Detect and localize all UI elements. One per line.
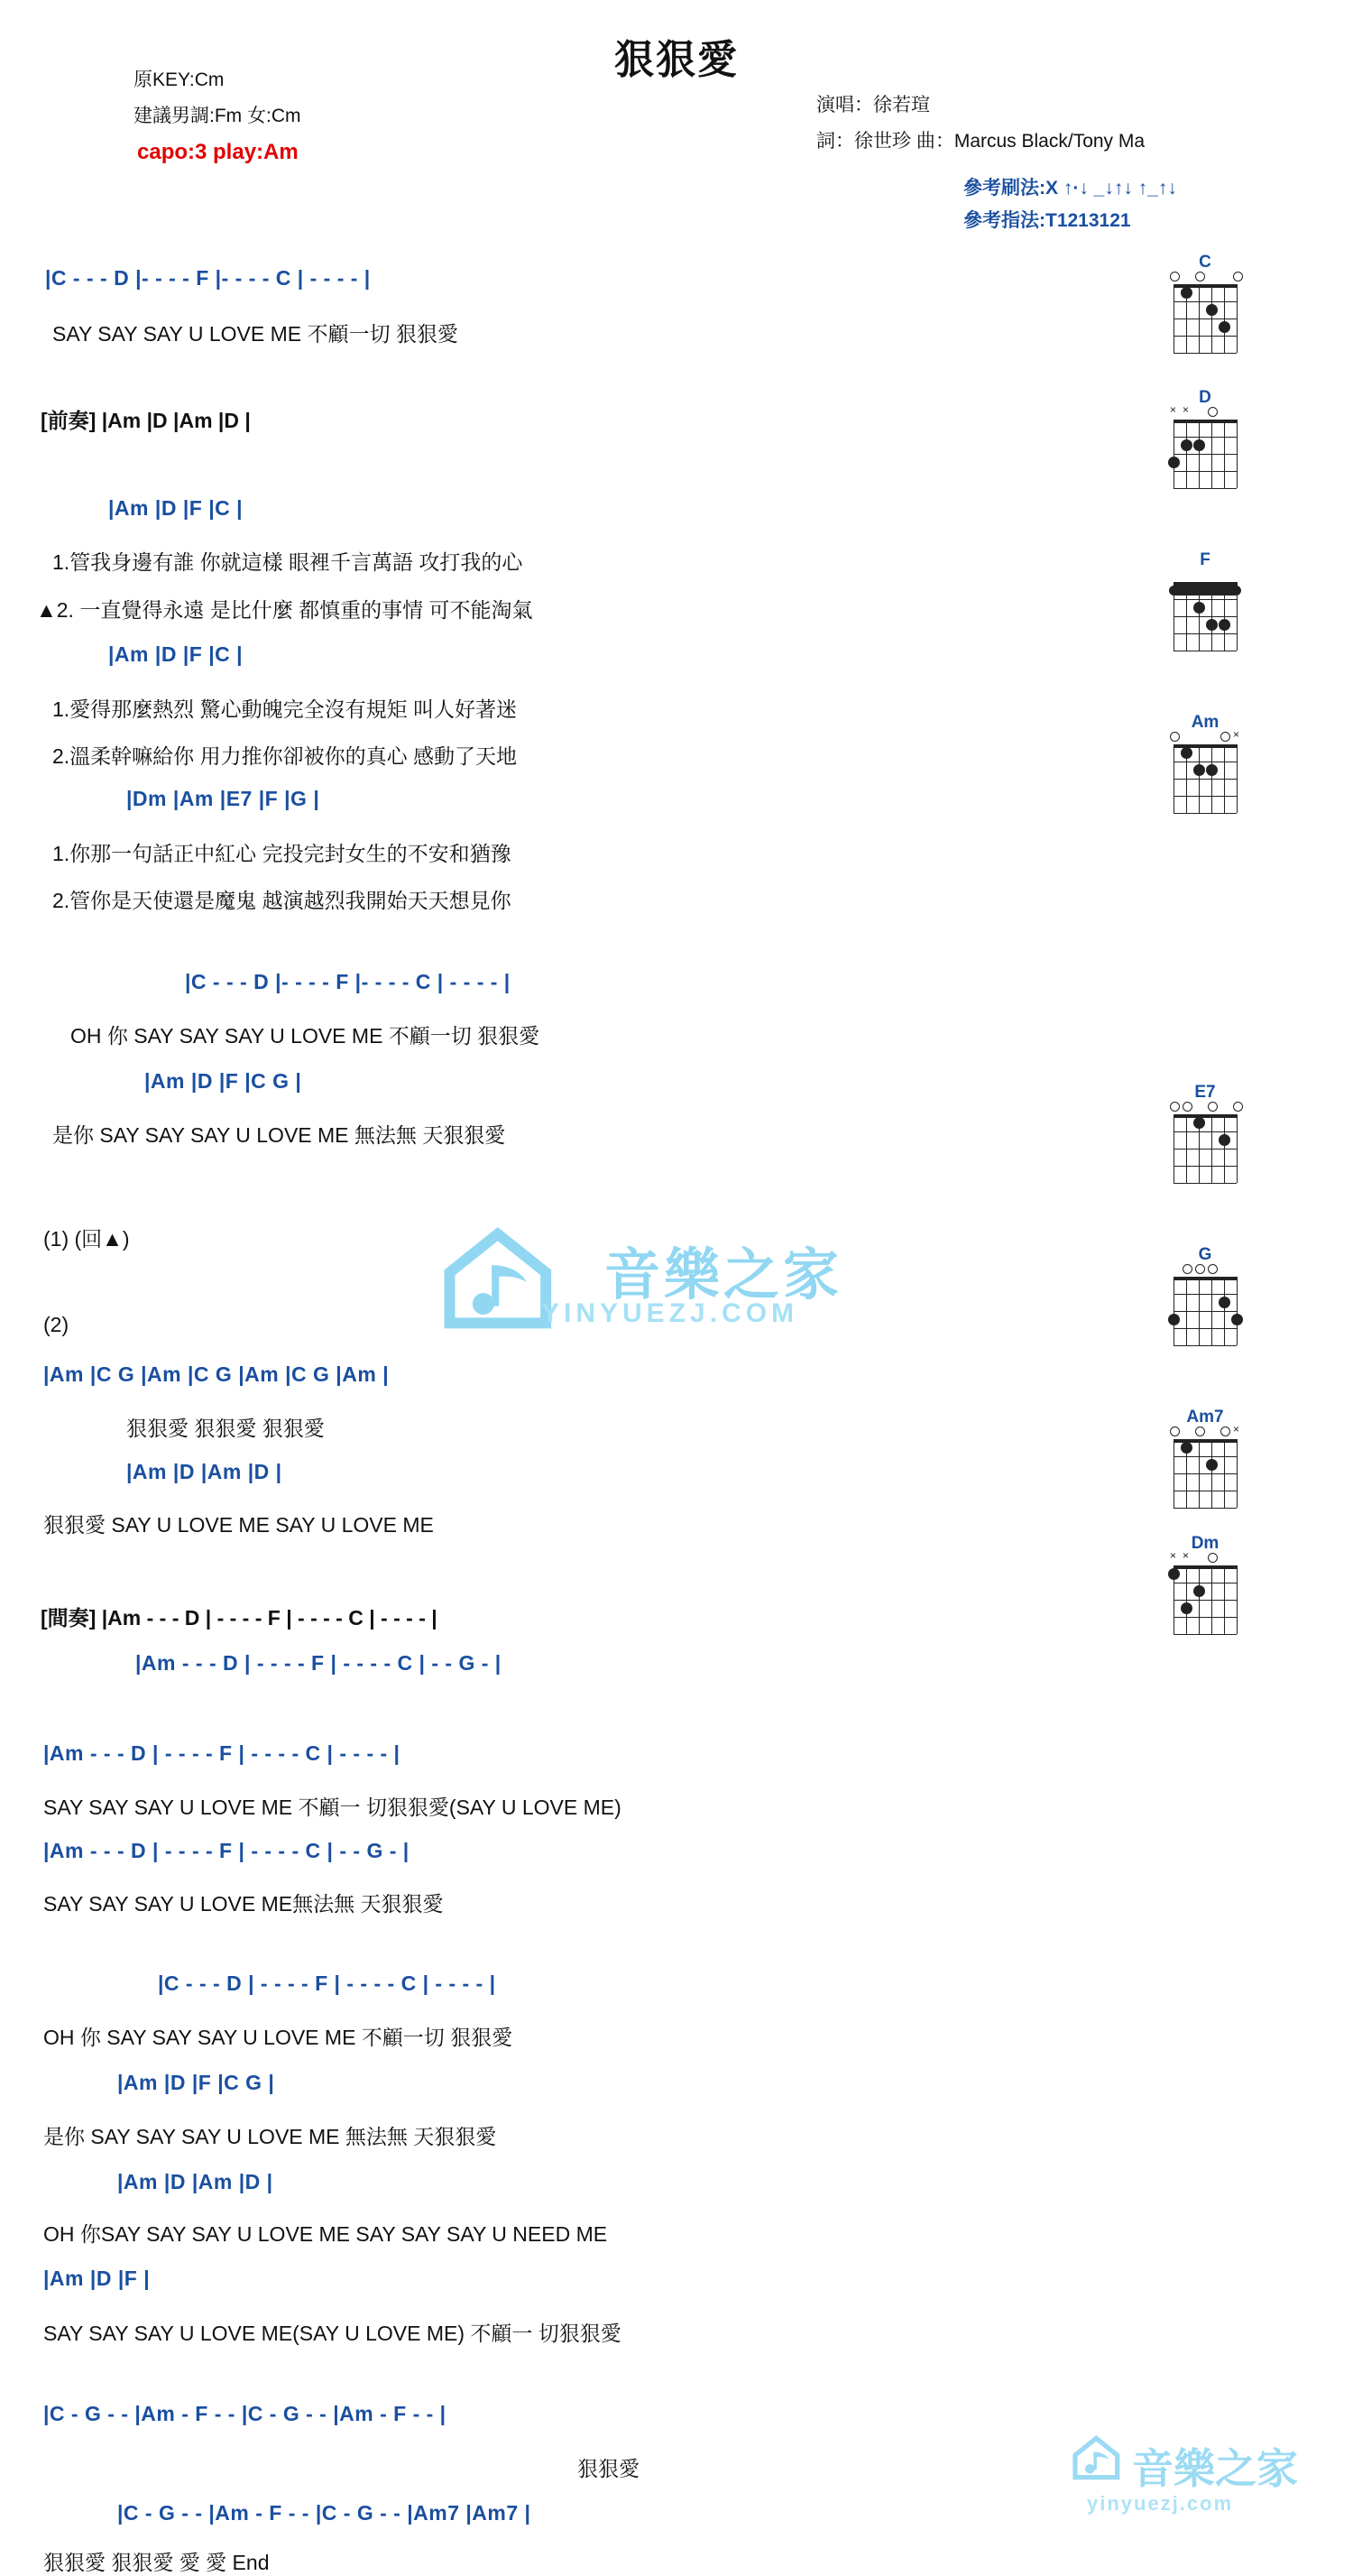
lyric-line: SAY SAY SAY U LOVE ME(SAY U LOVE ME) 不顧一 切狠狠愛 [43, 2322, 621, 2345]
key-suggestion: 建議男調:Fm 女:Cm [133, 106, 301, 126]
lyric-line: (2) [43, 1313, 69, 1336]
key-original: 原KEY:Cm [133, 69, 225, 90]
watermark-corner [1069, 2427, 1339, 2535]
chord-line: |Am |D |Am |D | [126, 1460, 282, 1483]
chord-fretboard: × [1166, 735, 1244, 818]
lyric-line: (1) (回▲) [43, 1227, 130, 1251]
chord-fretboard: × × [1166, 411, 1244, 494]
chord-diagram-name: Am7 [1186, 1408, 1224, 1426]
chord-fretboard [1166, 1268, 1244, 1351]
lyric-line: 是你 SAY SAY SAY U LOVE ME 無法無 天狠狠愛 [52, 1123, 506, 1147]
chord-line: |Am |D |Am |D | [117, 2170, 273, 2193]
chord-diagram [1164, 713, 1247, 818]
lyric-line: OH 你 SAY SAY SAY U LOVE ME 不顧一切 狠狠愛 [43, 2026, 513, 2049]
lyric-line: 是你 SAY SAY SAY U LOVE ME 無法無 天狠狠愛 [43, 2125, 497, 2148]
section-label: [前奏] |Am |D |Am |D | [41, 409, 251, 432]
section-label: [間奏] |Am - - - D | - - - - F | - - - - C | - - - - | [41, 1606, 437, 1630]
page-title: 狠狠愛 [614, 38, 739, 82]
chord-line: |C - G - - |Am - F - - |C - G - - |Am - F - - | [43, 2402, 446, 2425]
chord-line: |C - - - D | - - - - F | - - - - C | - - - - | [158, 1971, 496, 1995]
chord-line: |C - - - D |- - - - F |- - - - C | - - - - | [45, 266, 371, 290]
lyric-line: OH 你 SAY SAY SAY U LOVE ME 不顧一切 狠狠愛 [70, 1024, 540, 1048]
chord-line: |Am |D |F |C | [108, 642, 244, 666]
chord-fretboard [1166, 573, 1244, 656]
strum-pattern: 參考刷法:X ↑·↓ _↓↑↓ ↑_↑↓ [963, 178, 1177, 199]
chord-fretboard: × × [1166, 1556, 1244, 1639]
chord-line: |Am - - - D | - - - - F | - - - - C | - - G - | [135, 1651, 502, 1675]
watermark-subtext: YINYUEZJ.COM [541, 1298, 799, 1328]
chord-diagram [1164, 1534, 1247, 1639]
chord-diagram [1164, 1408, 1247, 1513]
chord-diagram-name: Dm [1191, 1534, 1220, 1553]
chord-line: |Am |D |F | [43, 2267, 151, 2290]
watermark-text: 音樂之家 [604, 1244, 843, 1306]
chord-line: |Am - - - D | - - - - F | - - - - C | - - G - | [43, 1839, 410, 1862]
chord-line: |C - G - - |Am - F - - |C - G - - |Am7 |Am7 | [117, 2501, 531, 2525]
watermark-corner-text: 音樂之家 [1132, 2445, 1298, 2492]
credits: 詞：徐世珍 曲：Marcus Black/Tony Ma [816, 131, 1146, 152]
chord-fretboard [1166, 275, 1244, 358]
chord-line: |Am |D |F |C G | [117, 2071, 275, 2094]
chord-line: |Am |D |F |C | [108, 496, 244, 520]
lyric-line: SAY SAY SAY U LOVE ME 不顧一 切狠狠愛(SAY U LOVE ME) [43, 1796, 621, 1819]
lyric-line: 狠狠愛 [577, 2457, 640, 2480]
lyric-line: SAY SAY SAY U LOVE ME無法無 天狠狠愛 [43, 1892, 444, 1916]
lyric-line: 2.管你是天使還是魔鬼 越演越烈我開始天天想見你 [52, 889, 511, 912]
chord-diagram [1164, 550, 1247, 656]
chord-diagram-name: F [1200, 550, 1210, 569]
chord-fretboard [1166, 1105, 1244, 1188]
house-note-icon-small [1069, 2431, 1132, 2485]
chord-diagram [1164, 1083, 1247, 1188]
chord-line: |Am |C G |Am |C G |Am |C G |Am | [43, 1362, 390, 1386]
chord-diagram-name: Am [1191, 713, 1220, 732]
chord-diagram-name: D [1199, 388, 1211, 407]
lyric-line: 狠狠愛 狠狠愛 狠狠愛 [126, 1417, 325, 1440]
chord-line: |Am |D |F |C G | [144, 1069, 302, 1093]
lyric-line: 1.你那一句話正中紅心 完投完封女生的不安和猶豫 [52, 842, 511, 865]
lyric-line: 狠狠愛 狠狠愛 愛 愛 End [43, 2551, 270, 2574]
chord-line: |C - - - D |- - - - F |- - - - C | - - - - | [185, 970, 511, 993]
lyric-line: 1.愛得那麼熱烈 驚心動魄完全沒有規矩 叫人好著迷 [52, 697, 517, 721]
chord-line: |Am - - - D | - - - - F | - - - - C | - - - - | [43, 1741, 400, 1765]
fingering-pattern: 參考指法:T1213121 [963, 210, 1131, 231]
chord-diagram [1164, 1245, 1247, 1351]
lyric-line: 2.溫柔幹嘛給你 用力推你卻被你的真心 感動了天地 [52, 744, 517, 768]
watermark-corner-subtext: yinyuezj.com [1087, 2492, 1234, 2515]
chord-diagram-name: E7 [1194, 1083, 1216, 1102]
house-note-icon [433, 1224, 582, 1333]
chord-diagram-name: C [1199, 253, 1211, 272]
lyric-line: ▲2. 一直覺得永遠 是比什麼 都慎重的事情 可不能淘氣 [36, 598, 533, 622]
lyric-line: OH 你SAY SAY SAY U LOVE ME SAY SAY SAY U NEED ME [43, 2222, 608, 2246]
watermark-center [424, 1223, 929, 1358]
chord-diagram [1164, 253, 1247, 358]
lyric-line: SAY SAY SAY U LOVE ME 不顧一切 狠狠愛 [52, 322, 458, 346]
chord-line: |Dm |Am |E7 |F |G | [126, 787, 320, 810]
chord-diagram [1164, 388, 1247, 494]
lyric-line: 狠狠愛 SAY U LOVE ME SAY U LOVE ME [43, 1513, 434, 1537]
chord-fretboard: × [1166, 1430, 1244, 1513]
capo-info: capo:3 play:Am [137, 140, 299, 164]
lyric-line: 1.管我身邊有誰 你就這樣 眼裡千言萬語 攻打我的心 [52, 550, 523, 574]
chord-diagram-name: G [1198, 1245, 1212, 1264]
singer: 演唱：徐若瑄 [816, 95, 930, 115]
